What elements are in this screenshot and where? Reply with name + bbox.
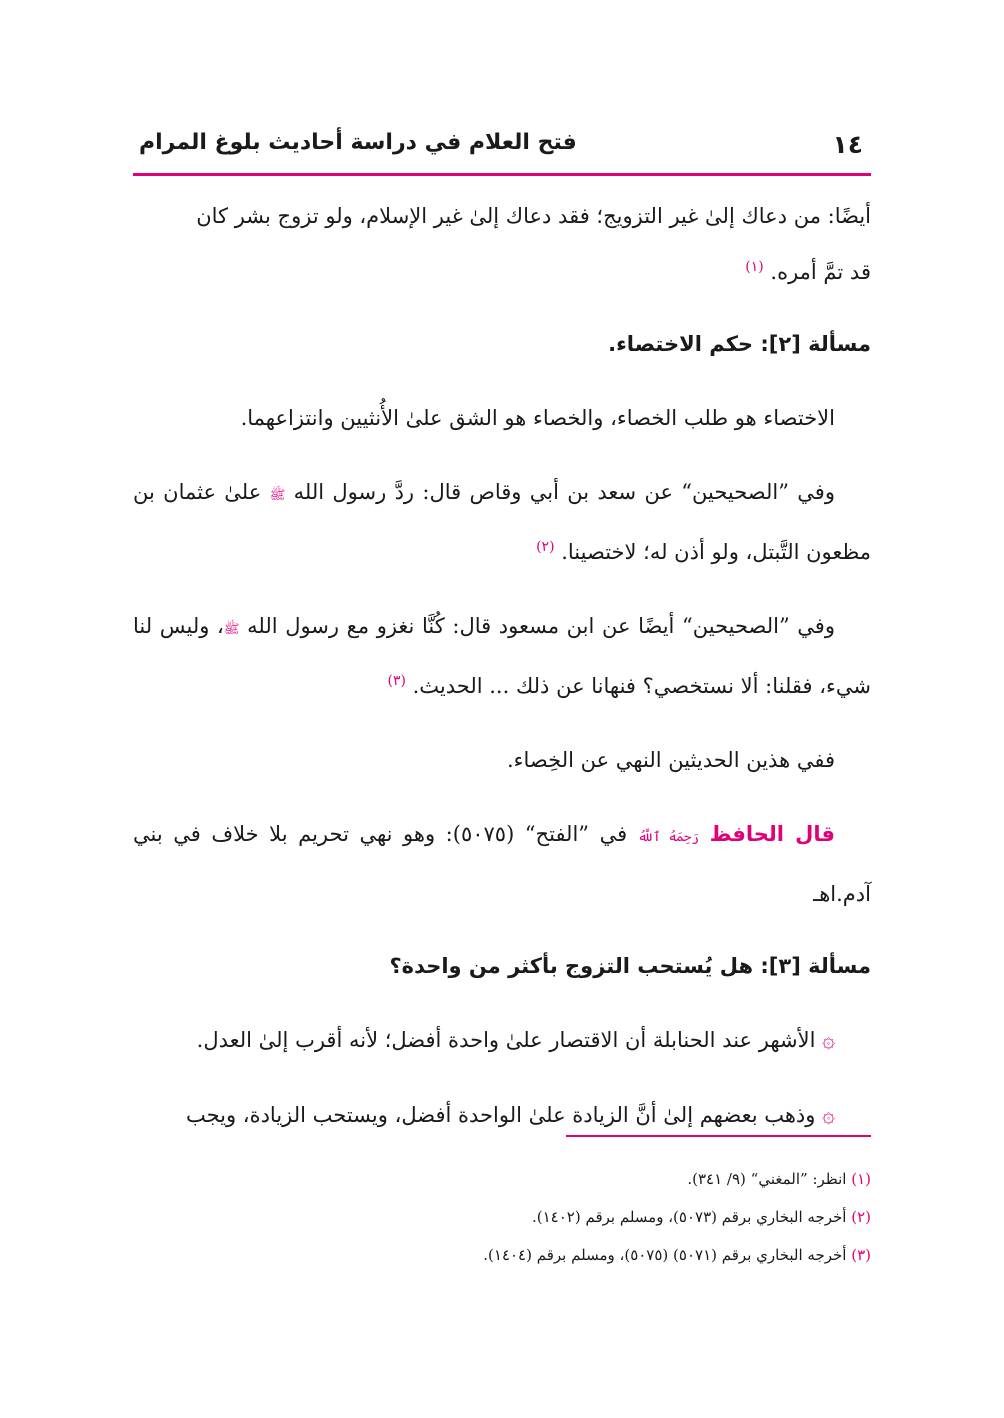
paragraph-5: ففي هذين الحديثين النهي عن الخِصاء.: [506, 748, 835, 772]
bullet-item-1: [133, 1012, 871, 1069]
paragraph-3: [133, 464, 871, 580]
paragraph-2: الاختصاء هو طلب الخصاء، والخصاء هو الشق علىٰ الأُنثيين وانتزاعهما.: [240, 406, 835, 430]
footnote-number: (٣): [851, 1246, 871, 1264]
paragraph-1-line-2: قد تمَّ أمره.: [770, 260, 871, 284]
footnote-ref-3[interactable]: (٣): [387, 673, 406, 689]
paragraph-6-text: في ”الفتح“ (٥٠٧٥): وهو نهي تحريم بلا خلاف في بني آدم.اهـ: [133, 822, 871, 906]
salawat-honorific: ﷺ: [223, 622, 240, 637]
footnote-text: أخرجه البخاري برقم (٥٠٧٣)، ومسلم برقم (١٤٠٢).: [531, 1208, 847, 1226]
footnote-3: [133, 1236, 871, 1274]
footnote-number: (٢): [851, 1208, 871, 1226]
footnote-text: أخرجه البخاري برقم (٥٠٧١) (٥٠٧٥)، ومسلم برقم (١٤٠٤).: [483, 1246, 847, 1264]
bullet-ornament-icon: ۞: [822, 1103, 835, 1128]
bullet-text-2: وذهب بعضهم إلىٰ أنَّ الزيادة علىٰ الواحدة أفضل، ويستحب الزيادة، ويجب: [185, 1103, 816, 1127]
footnote-number: (١): [851, 1170, 871, 1188]
book-title: فتح العلام في دراسة أحاديث بلوغ المرام: [139, 130, 577, 155]
footnote-2: [133, 1198, 871, 1236]
issue-2-heading: [133, 316, 871, 372]
header-rule: [133, 173, 871, 176]
footnote-rule: [566, 1135, 871, 1137]
bullet-ornament-icon: ۞: [822, 1028, 835, 1053]
paragraph-1: [133, 188, 871, 300]
paragraph-6: [133, 806, 871, 922]
issue-3-heading: [133, 938, 871, 994]
paragraph-4-text-a: وفي ”الصحيحين“ أيضًا عن ابن مسعود قال: كُنَّا نغزو مع رسول الله: [247, 614, 835, 638]
paragraph-4-text-b: ، وليس لنا شيء، فقلنا: ألا نستخصي؟ فنهانا عن ذلك ... الحديث.: [133, 614, 871, 698]
page-body: [133, 188, 871, 1144]
footnote-1: [133, 1160, 871, 1198]
paragraph-4: [133, 598, 871, 714]
footnote-ref-1[interactable]: (١): [745, 259, 764, 275]
issue-3-label: مسألة [٣]:: [760, 954, 871, 978]
issue-2-title: حكم الاختصاء.: [608, 332, 754, 356]
footnotes: [133, 1160, 871, 1274]
footnote-ref-2[interactable]: (٢): [536, 539, 555, 555]
page-header: [133, 128, 871, 168]
paragraph-1-line-1: أيضًا: من دعاك إلىٰ غير التزويج؛ فقد دعاك إلىٰ غير الإسلام، ولو تزوج بشر كان: [196, 204, 871, 228]
hafiz-label: قال الحافظ: [709, 822, 835, 846]
issue-2-label: مسألة [٢]:: [760, 332, 871, 356]
page-number: ١٤: [832, 130, 863, 159]
bullet-text-1: الأشهر عند الحنابلة أن الاقتصار علىٰ واحدة أفضل؛ لأنه أقرب إلىٰ العدل.: [196, 1028, 816, 1052]
footnote-text: انظر: ”المغني“ (٩/ ٣٤١).: [687, 1170, 847, 1188]
issue-3-title: هل يُستحب التزوج بأكثر من واحدة؟: [389, 954, 754, 978]
salawat-honorific: ﷺ: [269, 488, 286, 503]
paragraph-3-text-a: وفي ”الصحيحين“ عن سعد بن أبي وقاص قال: ردَّ رسول الله: [293, 480, 835, 504]
rahimahullah-honorific: رَحِمَهُ ٱللَّهُ: [637, 830, 700, 845]
paragraph-3-text-b: علىٰ عثمان بن مظعون التَّبتل، ولو أذن له؛ لاختصينا.: [133, 480, 871, 564]
